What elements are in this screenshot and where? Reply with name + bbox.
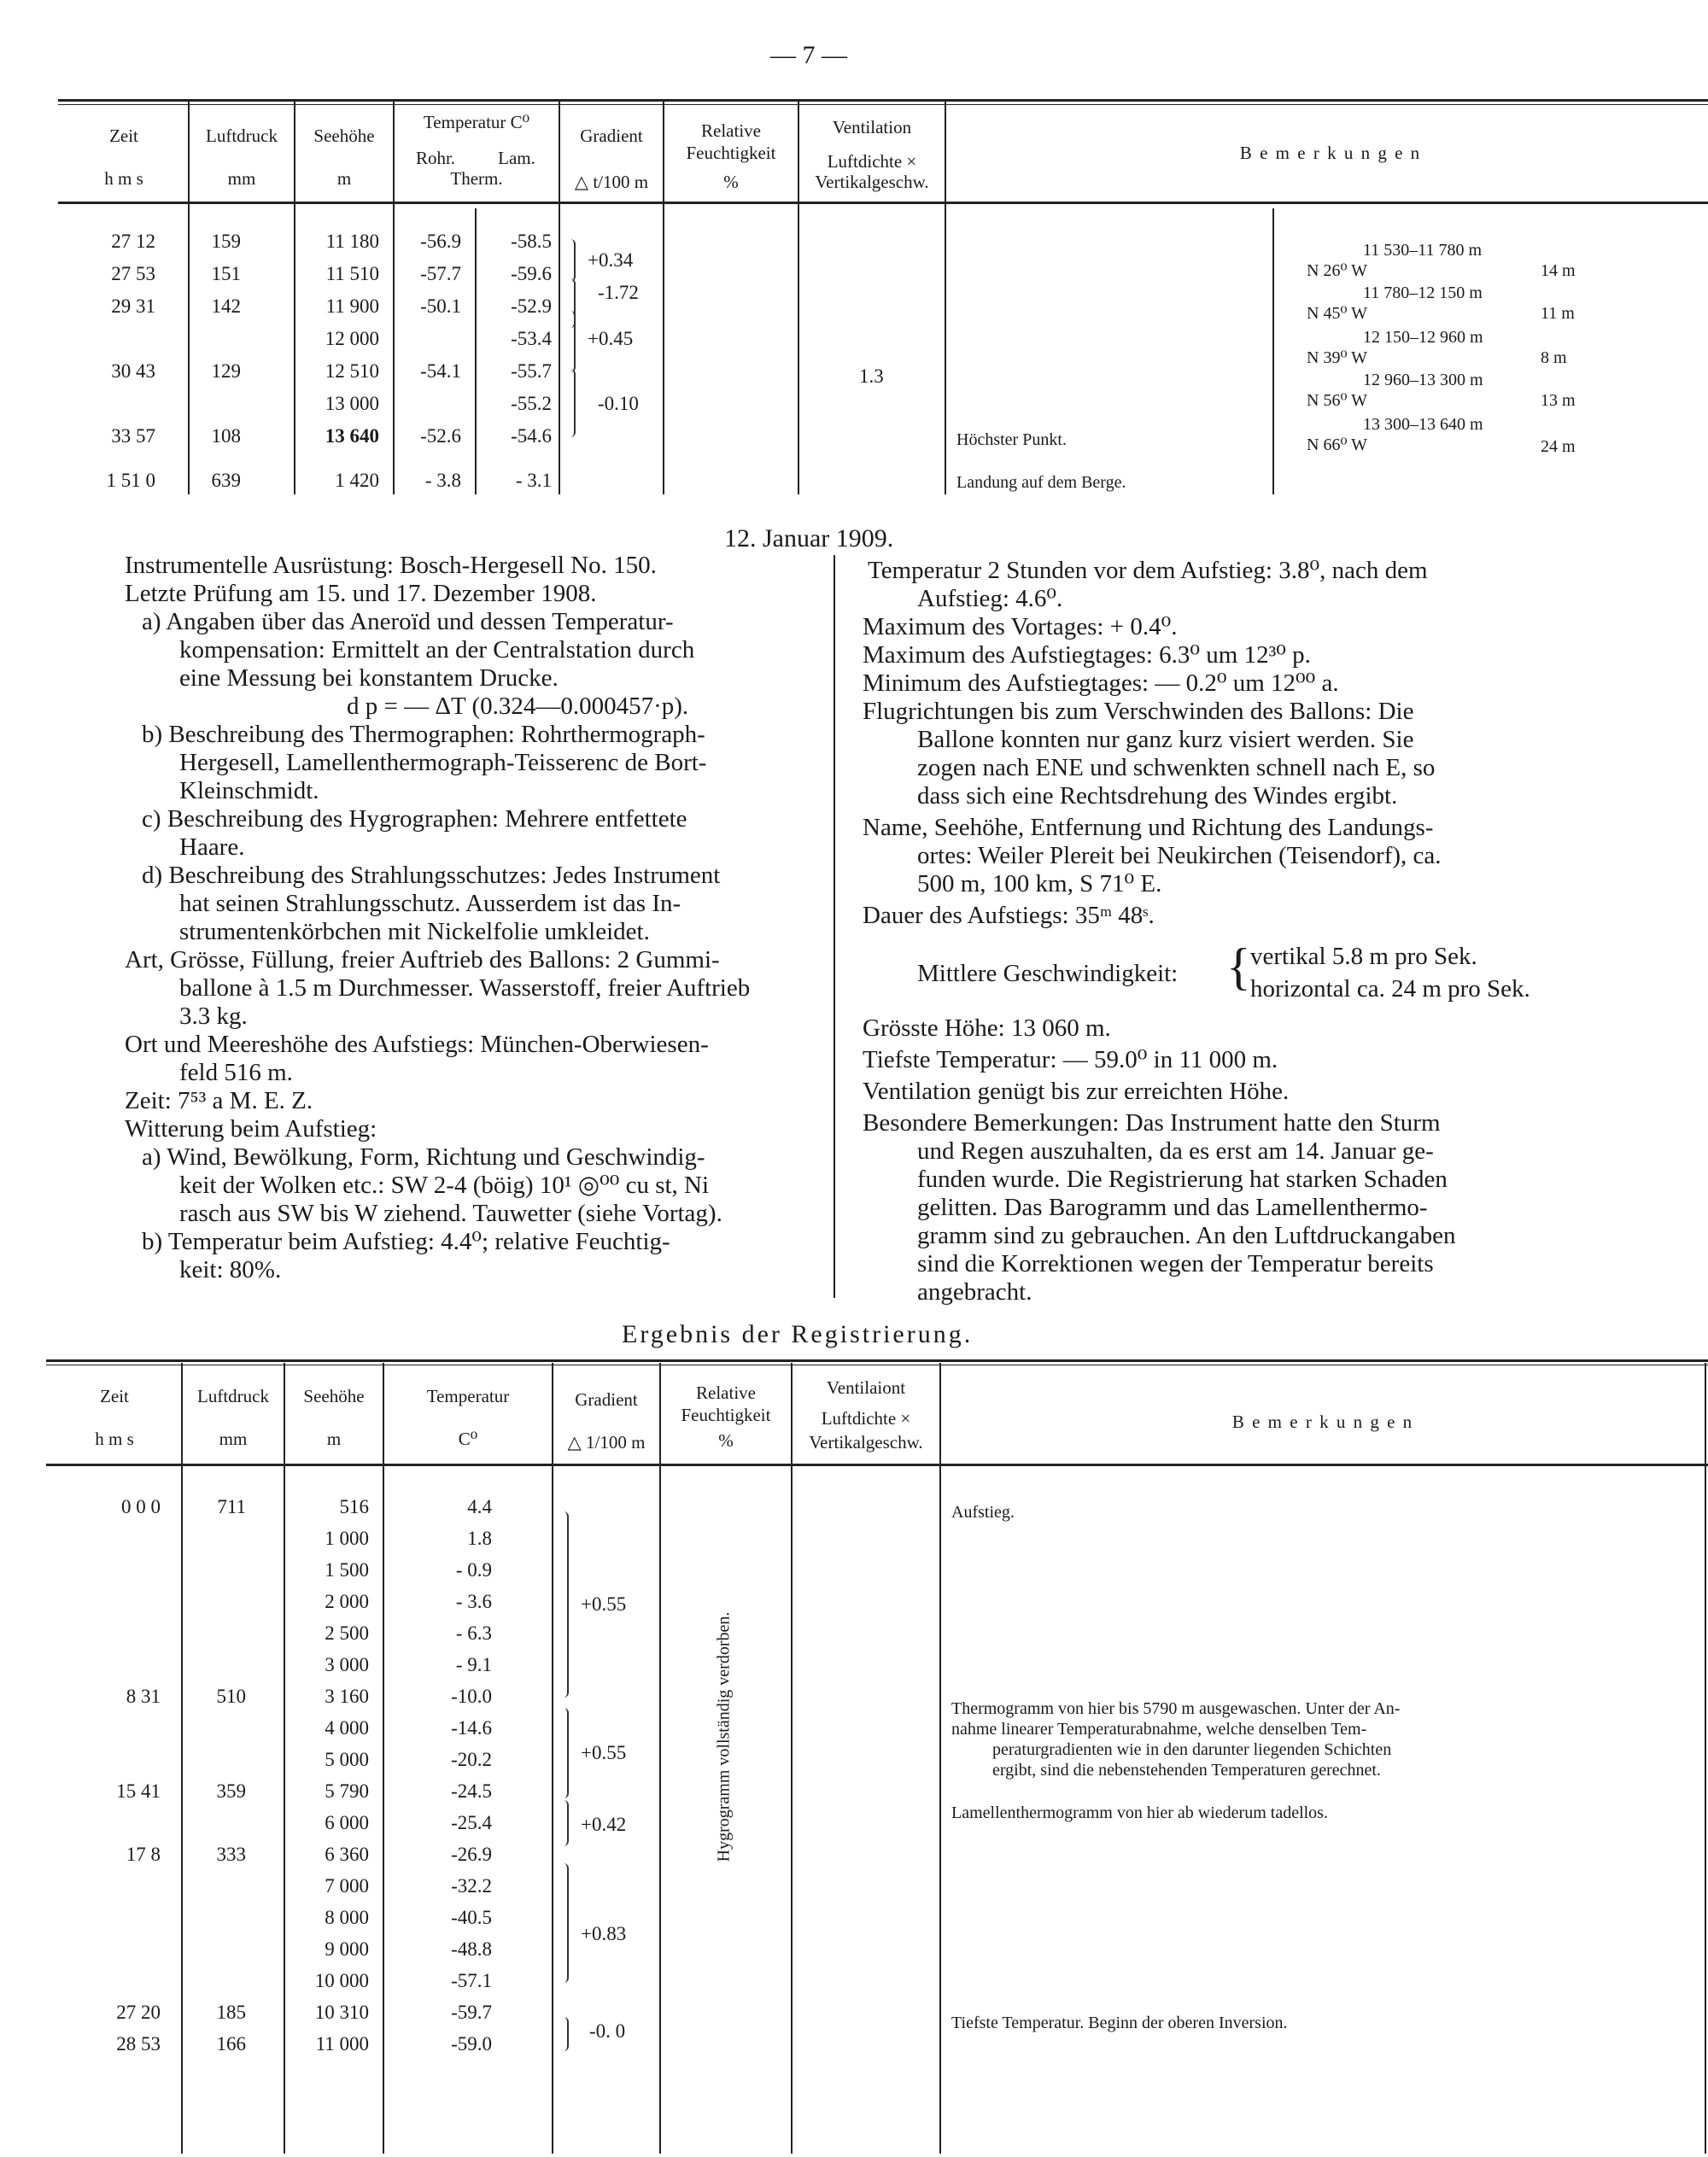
t1-gradient: -0.10 [598, 393, 639, 414]
t1-header-ventilation: Ventilation [832, 117, 912, 137]
t1-header-gradient-units: △ t/100 m [574, 172, 649, 192]
t2-header-temperatur-units: C⁰ [458, 1429, 478, 1449]
t2-header-luftdruck-units: mm [219, 1429, 248, 1449]
t1-gradient: +0.45 [588, 328, 634, 349]
t1-header-therm: Therm. [450, 168, 503, 189]
t2-gradient: +0.55 [581, 1742, 627, 1763]
page-number: — 7 — [770, 41, 847, 69]
t2-header-seehoehe-units: m [326, 1429, 342, 1449]
t2-header-vent-sub1: Luftdichte × [821, 1408, 911, 1429]
t1-header-rohr: Rohr. [415, 148, 456, 168]
t2-remark: Lamellenthermogramm von hier ab wiederum tadellos. [951, 1803, 1328, 1822]
t2-header-rel-feucht-units: % [718, 1430, 734, 1451]
t1-header-seehoehe-units: m [336, 168, 352, 189]
t1-remark: Höchster Punkt. [956, 430, 1067, 449]
t2-header-temperatur: Temperatur [426, 1386, 510, 1406]
t1-header-luftdruck: Luftdruck [206, 126, 278, 146]
t2-gradient: +0.42 [581, 1814, 627, 1835]
t1-gradient: +0.34 [588, 249, 634, 271]
t1-header-lam: Lam. [498, 148, 535, 168]
t2-header-gradient: Gradient [575, 1389, 638, 1410]
t1-header-zeit-units: h m s [104, 168, 143, 189]
t2-gradient: +0.83 [581, 1923, 627, 1944]
t1-gradient: -1.72 [598, 282, 639, 303]
date-heading: 12. Januar 1909. [724, 524, 894, 552]
t2-gradient: +0.55 [581, 1593, 627, 1615]
t2-header-gradient-units: △ 1/100 m [567, 1432, 646, 1453]
t2-header-ventilation: Ventilaiont [826, 1377, 906, 1398]
t1-header-vent-sub1: Luftdichte × [827, 151, 917, 172]
t1-header-bemerkungen: B e m e r k u n g e n [1239, 143, 1422, 163]
t2-hygro-note: Hygrogramm vollständig verdorben. [714, 1611, 734, 1862]
t1-header-gradient: Gradient [580, 126, 643, 146]
t1-header-rel-feucht: Relative Feuchtigkeit [686, 120, 776, 163]
t2-header-vent-sub2: Vertikalgeschw. [809, 1432, 923, 1453]
t1-header-luftdruck-units: mm [227, 168, 256, 189]
t2-remark: Tiefste Temperatur. Beginn der oberen Inversion. [951, 2014, 1288, 2032]
t2-header-zeit: Zeit [100, 1386, 129, 1406]
t2-remark: Aufstieg. [951, 1503, 1015, 1522]
t2-header-seehoehe: Seehöhe [303, 1386, 365, 1406]
t1-header-zeit: Zeit [109, 126, 138, 146]
t2-header-bemerkungen: B e m e r k u n g e n [1231, 1412, 1414, 1432]
t2-header-zeit-units: h m s [95, 1429, 134, 1449]
table2-heading: Ergebnis der Registrierung. [622, 1320, 974, 1348]
t2-gradient: -0. 0 [589, 2020, 626, 2042]
t1-header-temperatur: Temperatur C⁰ [423, 112, 530, 132]
t2-header-luftdruck: Luftdruck [197, 1386, 269, 1406]
t1-header-vent-sub2: Vertikalgeschw. [815, 172, 929, 192]
t1-ventilation-value: 1.3 [859, 365, 884, 387]
t2-header-rel-feucht: Relative Feuchtigkeit [681, 1382, 771, 1425]
t1-header-seehoehe: Seehöhe [313, 126, 375, 146]
t1-header-rel-feucht-units: % [723, 172, 739, 192]
t1-remark: Landung auf dem Berge. [956, 473, 1126, 492]
